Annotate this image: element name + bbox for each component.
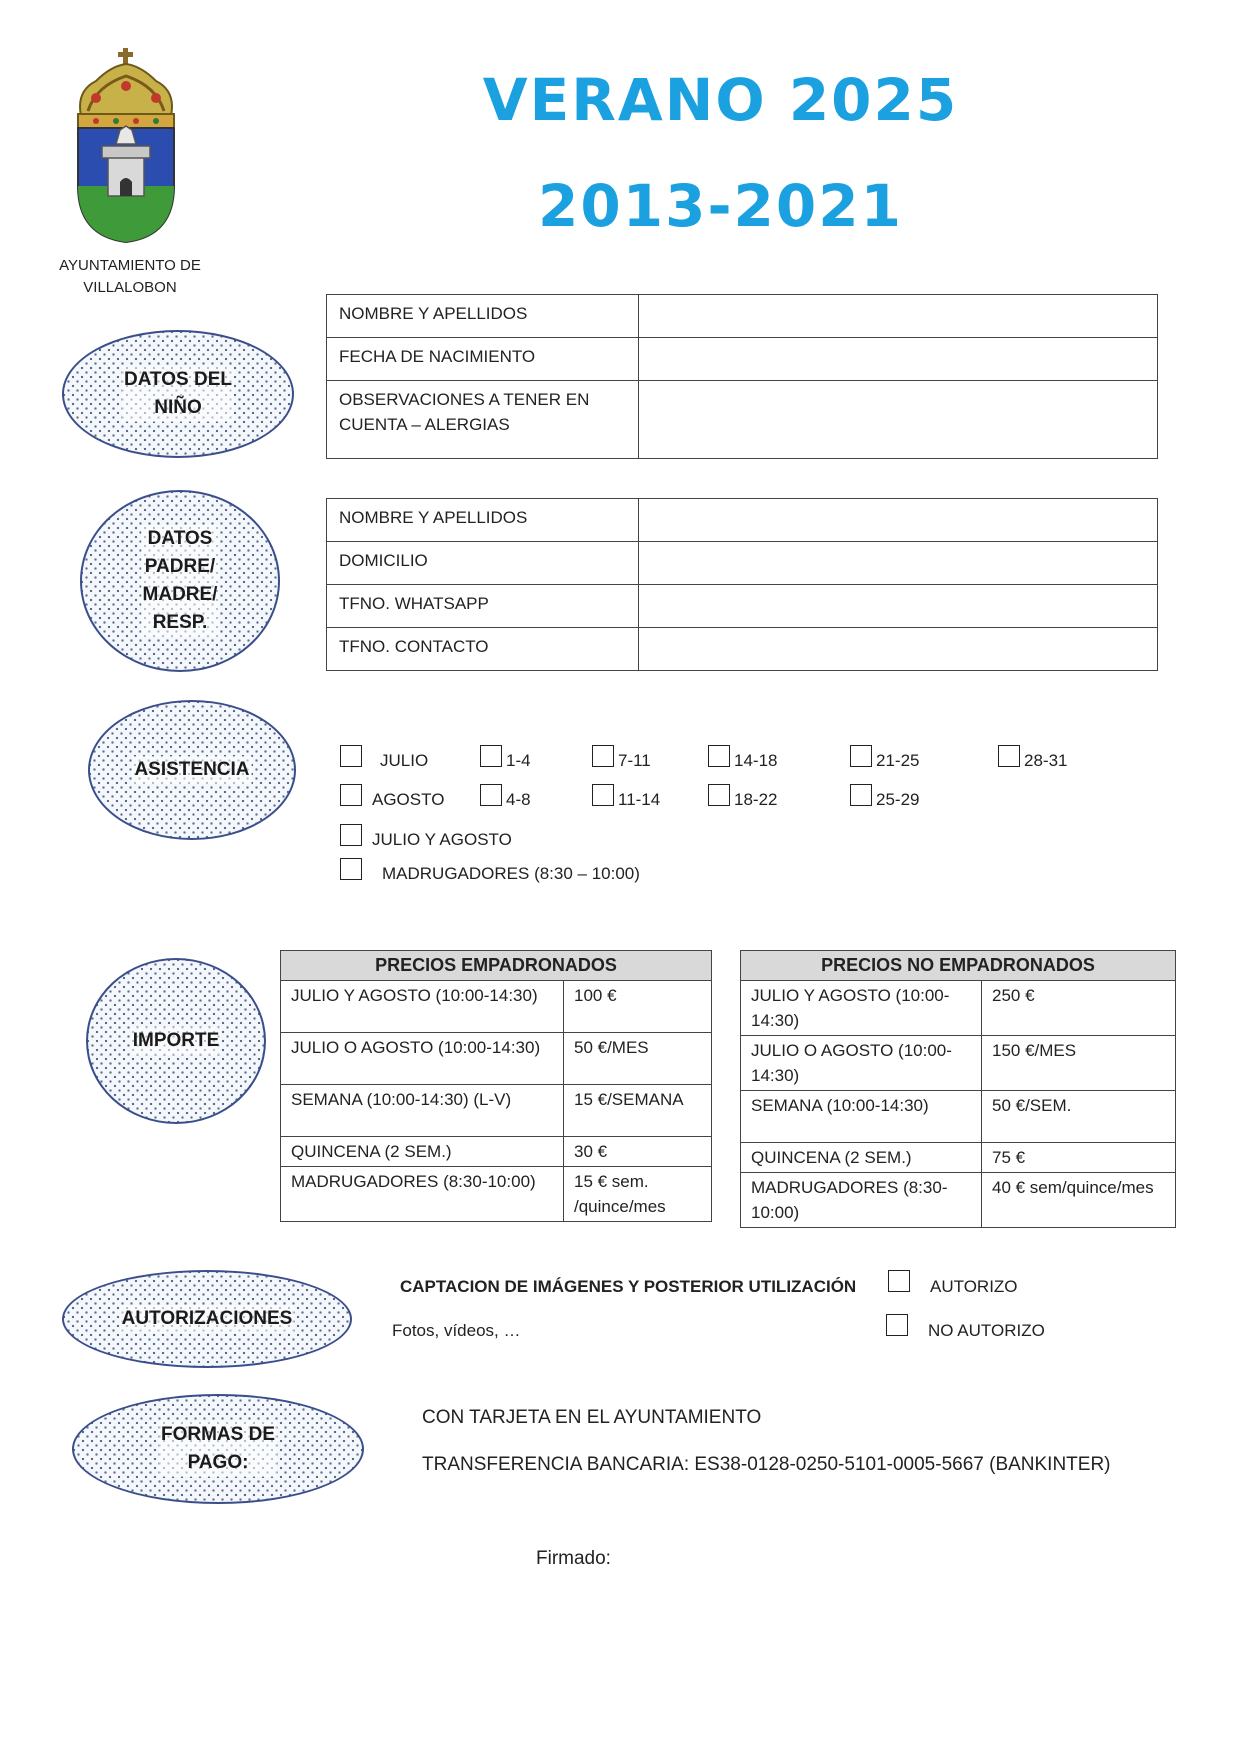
julio-week-3-label: 14-18 <box>734 751 778 770</box>
price-row-value: 150 €/MES <box>982 1036 1176 1091</box>
parent-address-field[interactable] <box>639 542 1158 585</box>
price-row-label: MADRUGADORES (8:30-10:00) <box>281 1167 564 1222</box>
autorizo-label: AUTORIZO <box>930 1277 1018 1296</box>
child-name-label: NOMBRE Y APELLIDOS <box>327 295 639 338</box>
image-capture-title: CAPTACION DE IMÁGENES Y POSTERIOR UTILIZACIÓN <box>400 1277 857 1296</box>
child-name-field[interactable] <box>639 295 1158 338</box>
parent-name-label: NOMBRE Y APELLIDOS <box>327 499 639 542</box>
agosto-week-3-label: 18-22 <box>734 790 778 809</box>
price-row-value: 50 €/MES <box>564 1033 712 1085</box>
image-capture-subtitle: Fotos, vídeos, … <box>392 1321 521 1340</box>
price-row-label: QUINCENA (2 SEM.) <box>281 1137 564 1167</box>
child-birth-field[interactable] <box>639 338 1158 381</box>
autorizo-checkbox[interactable] <box>888 1270 910 1292</box>
parent-name-field[interactable] <box>639 499 1158 542</box>
julio-label: JULIO <box>380 751 429 770</box>
agosto-week-2-checkbox[interactable] <box>592 784 614 806</box>
price-row-value: 100 € <box>564 981 712 1033</box>
agosto-week-4-label: 25-29 <box>876 790 920 809</box>
prices-resident-table <box>280 950 712 1222</box>
price-row-label: JULIO Y AGOSTO (10:00-14:30) <box>741 981 982 1036</box>
agosto-checkbox[interactable] <box>340 784 362 806</box>
section-child-label: DATOS DEL NIÑO <box>122 366 234 422</box>
payment-card-text: CON TARJETA EN EL AYUNTAMIENTO <box>422 1407 762 1428</box>
julio-week-1-checkbox[interactable] <box>480 745 502 767</box>
julio-y-agosto-label: JULIO Y AGOSTO <box>372 830 512 849</box>
prices-nonresident-header: PRECIOS NO EMPADRONADOS <box>741 951 1176 981</box>
prices-nonresident-table <box>740 950 1176 1228</box>
section-attendance-label: ASISTENCIA <box>132 756 251 784</box>
parent-data-table <box>326 498 1158 671</box>
child-birth-label: FECHA DE NACIMIENTO <box>327 338 639 381</box>
crest-label <box>40 255 220 299</box>
agosto-week-1-label: 4-8 <box>506 790 531 809</box>
child-notes-line1: OBSERVACIONES A TENER EN <box>339 390 590 409</box>
julio-week-5-checkbox[interactable] <box>998 745 1020 767</box>
agosto-week-2-label: 11-14 <box>618 790 661 809</box>
price-row-label: MADRUGADORES (8:30-10:00) <box>741 1173 982 1228</box>
price-row-value: 250 € <box>982 981 1176 1036</box>
no-autorizo-label: NO AUTORIZO <box>928 1321 1045 1340</box>
price-row-value: 75 € <box>982 1143 1176 1173</box>
payment-transfer-text: TRANSFERENCIA BANCARIA: ES38-0128-0250-5101-0005-5667 (BANKINTER) <box>422 1454 1111 1475</box>
child-notes-line2: CUENTA – ALERGIAS <box>339 415 510 434</box>
julio-week-2-label: 7-11 <box>618 751 651 770</box>
julio-week-1-label: 1-4 <box>506 751 531 770</box>
parent-whatsapp-field[interactable] <box>639 585 1158 628</box>
agosto-label: AGOSTO <box>372 790 445 809</box>
price-row-label: JULIO Y AGOSTO (10:00-14:30) <box>281 981 564 1033</box>
price-row-value: 15 € sem. /quince/mes <box>564 1167 712 1222</box>
section-parent-label: DATOS PADRE/ MADRE/ RESP. <box>141 525 220 637</box>
price-row-label: JULIO O AGOSTO (10:00-14:30) <box>281 1033 564 1085</box>
julio-checkbox[interactable] <box>340 745 362 767</box>
crest-label-line1: AYUNTAMIENTO DE <box>59 257 201 274</box>
parent-address-label: DOMICILIO <box>327 542 639 585</box>
price-row-value: 40 € sem/quince/mes <box>982 1173 1176 1228</box>
madrugadores-label: MADRUGADORES (8:30 – 10:00) <box>382 864 640 883</box>
page-title: VERANO 2025 <box>482 66 959 134</box>
section-attendance-oval <box>88 700 296 840</box>
section-authorizations-label: AUTORIZACIONES <box>120 1305 295 1333</box>
price-row-label: SEMANA (10:00-14:30) (L-V) <box>281 1085 564 1137</box>
price-row-label: JULIO O AGOSTO (10:00-14:30) <box>741 1036 982 1091</box>
signature-label: Firmado: <box>536 1548 611 1569</box>
crest-label-line2: VILLALOBON <box>83 279 177 296</box>
price-row-label: QUINCENA (2 SEM.) <box>741 1143 982 1173</box>
julio-y-agosto-checkbox[interactable] <box>340 824 362 846</box>
child-notes-field[interactable] <box>639 381 1158 459</box>
madrugadores-checkbox[interactable] <box>340 858 362 880</box>
price-row-value: 15 €/SEMANA <box>564 1085 712 1137</box>
price-row-label: SEMANA (10:00-14:30) <box>741 1091 982 1143</box>
child-data-table <box>326 294 1158 459</box>
section-parent-oval <box>80 490 280 672</box>
price-row-value: 50 €/SEM. <box>982 1091 1176 1143</box>
parent-contact-label: TFNO. CONTACTO <box>327 628 639 671</box>
julio-week-4-checkbox[interactable] <box>850 745 872 767</box>
julio-week-3-checkbox[interactable] <box>708 745 730 767</box>
no-autorizo-checkbox[interactable] <box>886 1314 908 1336</box>
julio-week-5-label: 28-31 <box>1024 751 1068 770</box>
section-amount-oval <box>86 958 266 1124</box>
parent-whatsapp-label: TFNO. WHATSAPP <box>327 585 639 628</box>
agosto-week-1-checkbox[interactable] <box>480 784 502 806</box>
section-amount-label: IMPORTE <box>131 1027 222 1055</box>
price-row-value: 30 € <box>564 1137 712 1167</box>
section-payment-label: FORMAS DE PAGO: <box>159 1421 277 1477</box>
parent-contact-field[interactable] <box>639 628 1158 671</box>
section-authorizations-oval <box>62 1270 352 1368</box>
page-subtitle: 2013-2021 <box>538 172 903 240</box>
section-child-oval <box>62 330 294 458</box>
julio-week-2-checkbox[interactable] <box>592 745 614 767</box>
child-notes-label <box>327 381 639 459</box>
agosto-week-3-checkbox[interactable] <box>708 784 730 806</box>
prices-resident-header: PRECIOS EMPADRONADOS <box>281 951 712 981</box>
julio-week-4-label: 21-25 <box>876 751 920 770</box>
agosto-week-4-checkbox[interactable] <box>850 784 872 806</box>
section-payment-oval <box>72 1394 364 1504</box>
